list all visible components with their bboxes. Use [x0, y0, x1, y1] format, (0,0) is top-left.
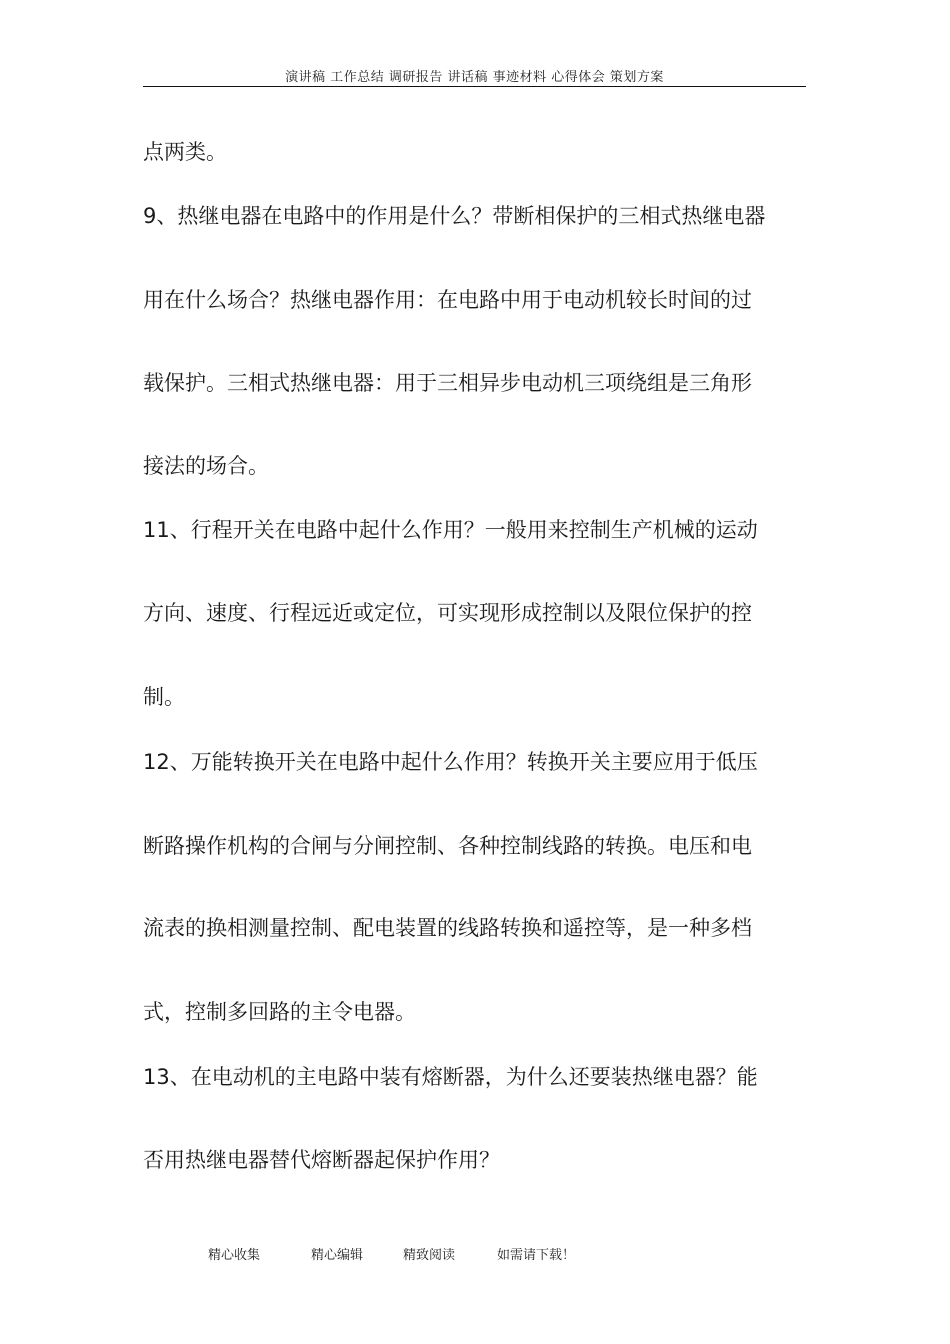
body-line: 用在什么场合？热继电器作用：在电路中用于电动机较长时间的过: [143, 288, 752, 312]
footer-item: 精心编辑: [311, 1248, 364, 1263]
footer-item: 如需请下载！: [497, 1248, 576, 1263]
body-line: 流表的换相测量控制、配电装置的线路转换和遥控等，是一种多档: [143, 916, 752, 940]
body-line: 9、热继电器在电路中的作用是什么？带断相保护的三相式热继电器: [143, 204, 766, 228]
body-line: 否用热继电器替代熔断器起保护作用？: [143, 1148, 500, 1172]
body-line: 方向、速度、行程远近或定位，可实现形成控制以及限位保护的控: [143, 601, 752, 625]
body-line: 断路操作机构的合闸与分闸控制、各种控制线路的转换。电压和电: [143, 834, 752, 858]
body-line: 接法的场合。: [143, 454, 269, 478]
footer-item: 精致阅读: [403, 1248, 456, 1263]
body-line: 13、在电动机的主电路中装有熔断器，为什么还要装热继电器？能: [143, 1065, 758, 1089]
page-header: 演讲稿 工作总结 调研报告 讲话稿 事迹材料 心得体会 策划方案: [285, 70, 664, 85]
body-line: 12、万能转换开关在电路中起什么作用？转换开关主要应用于低压: [143, 750, 758, 774]
header-rule: [143, 86, 806, 87]
body-line: 式，控制多回路的主令电器。: [143, 1000, 416, 1024]
footer-item: 精心收集: [208, 1248, 261, 1263]
body-line: 制。: [143, 685, 185, 709]
body-line: 点两类。: [143, 140, 227, 164]
body-line: 11、行程开关在电路中起什么作用？一般用来控制生产机械的运动: [143, 518, 758, 542]
body-line: 载保护。三相式热继电器：用于三相异步电动机三项绕组是三角形: [143, 371, 752, 395]
